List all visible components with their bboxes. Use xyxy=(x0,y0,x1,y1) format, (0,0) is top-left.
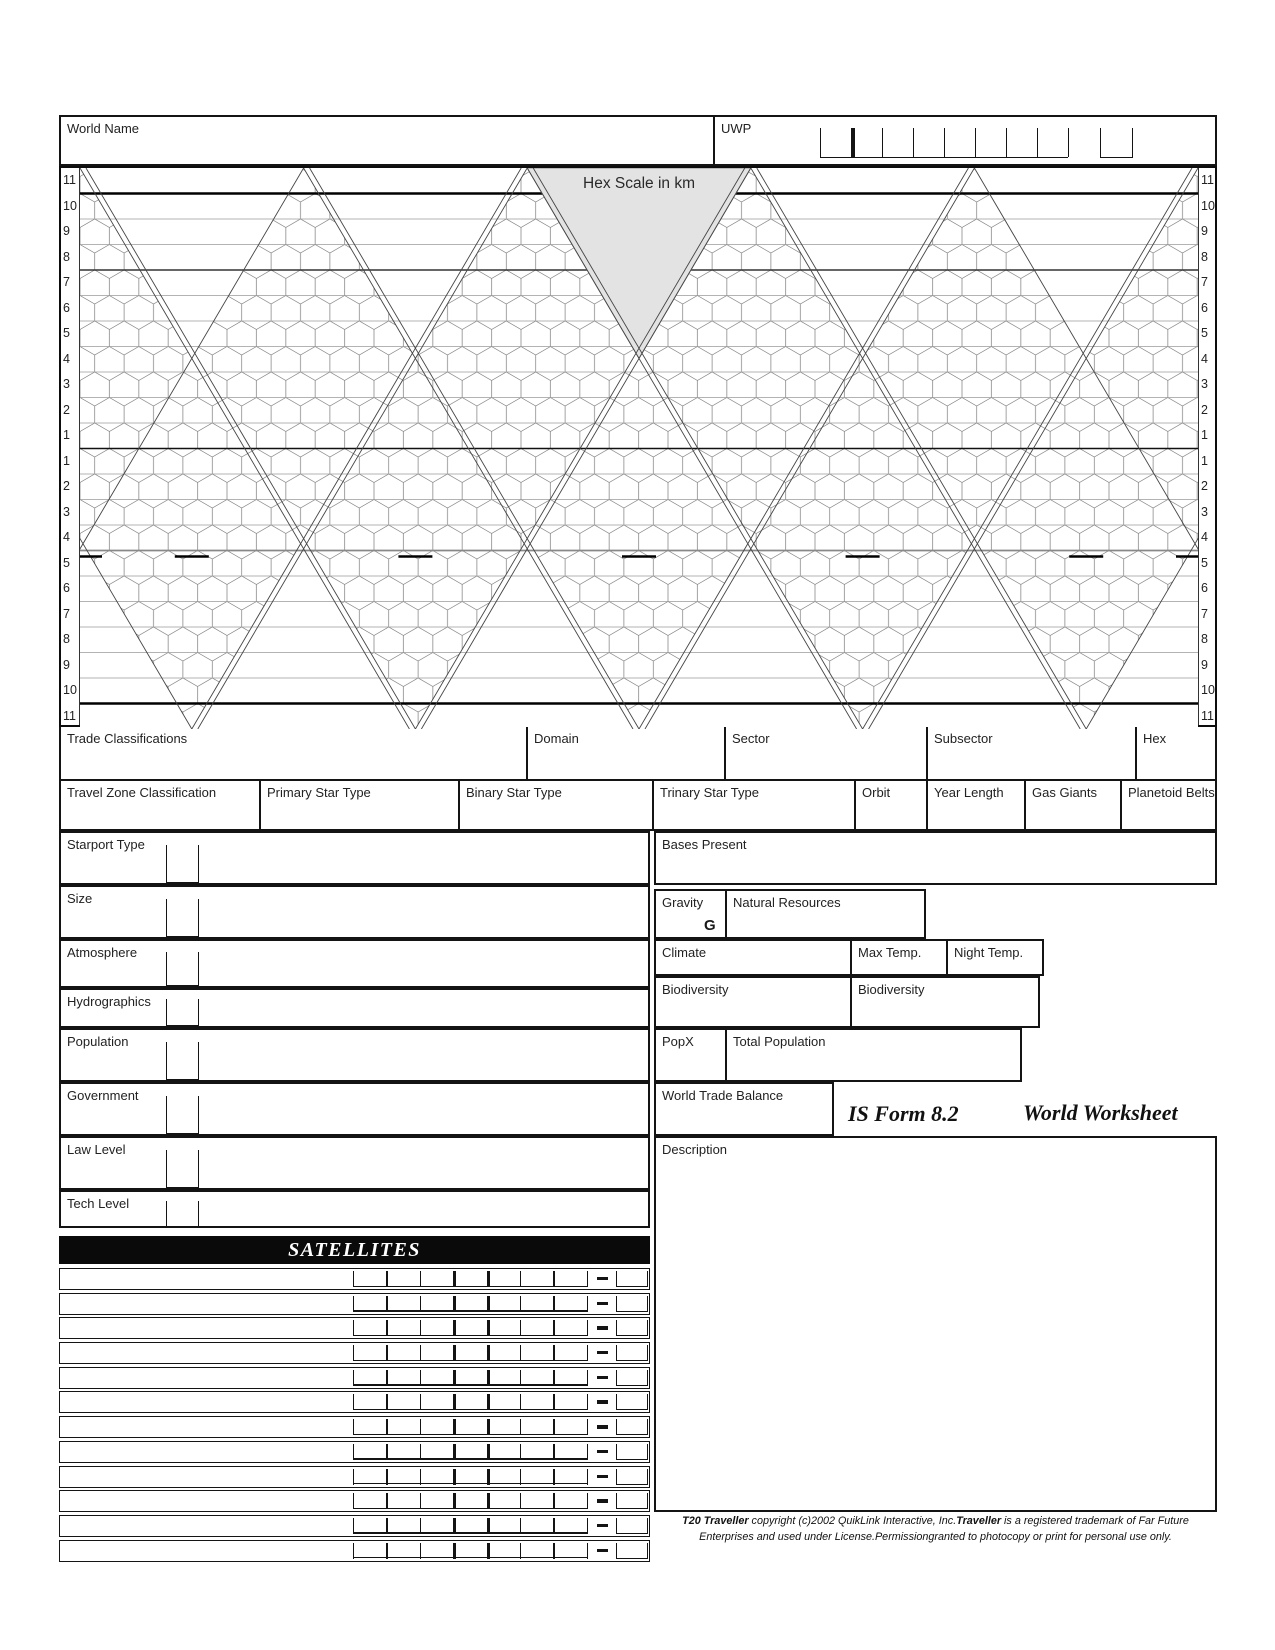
map-row-number: 2 xyxy=(1201,402,1208,417)
natural-resources-field[interactable] xyxy=(725,889,926,939)
population-label: Population xyxy=(67,1034,129,1049)
satellite-comb-tick xyxy=(487,1469,490,1485)
satellite-dash xyxy=(597,1376,608,1379)
map-row-number: 7 xyxy=(1201,275,1208,289)
satellite-comb-tick xyxy=(587,1296,588,1312)
size-field[interactable] xyxy=(59,885,650,939)
starport-type-field[interactable] xyxy=(59,831,650,885)
uwp-comb-tick xyxy=(1068,128,1069,157)
satellite-dash xyxy=(597,1400,608,1403)
satellite-row[interactable] xyxy=(59,1515,650,1537)
satellite-row[interactable] xyxy=(59,1490,650,1512)
uwp-comb-tick xyxy=(913,128,914,157)
binary-star-label: Binary Star Type xyxy=(466,785,562,800)
map-row-number: 5 xyxy=(63,555,70,570)
satellite-comb-tick xyxy=(487,1518,490,1534)
satellite-comb-tick xyxy=(420,1419,421,1435)
primary-star-field[interactable] xyxy=(261,781,460,829)
sector-label: Sector xyxy=(732,731,770,746)
satellite-comb-field[interactable] xyxy=(353,1384,587,1385)
satellite-comb-tick xyxy=(587,1394,588,1410)
map-row-number: 2 xyxy=(63,402,70,417)
government-code-box[interactable] xyxy=(166,1096,199,1134)
satellite-comb-tick xyxy=(587,1543,588,1559)
map-row-number: 3 xyxy=(1201,504,1208,519)
map-row-number: 3 xyxy=(63,504,70,519)
satellite-comb-tick xyxy=(553,1419,554,1435)
satellite-row[interactable] xyxy=(59,1540,650,1562)
satellite-comb-tick xyxy=(520,1518,521,1534)
map-row-number: 6 xyxy=(63,581,70,595)
satellite-comb-tick xyxy=(587,1444,588,1460)
uwp-comb-tick xyxy=(1006,128,1007,157)
satellite-comb-tick xyxy=(520,1370,521,1386)
orbit-field[interactable] xyxy=(856,781,928,829)
satellite-end-cell[interactable] xyxy=(616,1518,648,1534)
population-code-box[interactable] xyxy=(166,1042,199,1080)
map-row-number: 3 xyxy=(1201,377,1208,391)
satellite-comb-tick xyxy=(453,1345,456,1361)
satellite-row[interactable] xyxy=(59,1293,650,1315)
satellite-comb-field[interactable] xyxy=(353,1310,587,1311)
satellite-dash xyxy=(597,1450,608,1453)
map-row-number: 5 xyxy=(63,326,70,340)
map-row-number: 4 xyxy=(63,351,70,366)
popx-label: PopX xyxy=(662,1034,694,1049)
satellite-row[interactable] xyxy=(59,1466,650,1488)
satellite-comb-tick xyxy=(553,1444,554,1460)
tech-level-field[interactable] xyxy=(59,1190,650,1228)
size-code-box[interactable] xyxy=(166,899,199,937)
satellite-comb-tick xyxy=(453,1493,456,1509)
satellite-comb-tick xyxy=(453,1444,456,1460)
map-row-number: 5 xyxy=(1201,326,1208,340)
satellites-heading: SATELLITES xyxy=(288,1238,421,1261)
map-row-number: 6 xyxy=(1201,581,1208,595)
satellite-comb-tick xyxy=(487,1320,490,1336)
satellite-end-cell[interactable] xyxy=(616,1345,648,1361)
uwp-comb-field[interactable] xyxy=(820,128,1068,158)
climate-field[interactable] xyxy=(654,939,852,976)
satellite-end-cell[interactable] xyxy=(616,1370,648,1386)
uwp-tech-cell[interactable] xyxy=(1100,128,1133,158)
satellite-comb-field[interactable] xyxy=(353,1286,587,1287)
subsector-field[interactable] xyxy=(928,727,1137,779)
map-row-number: 8 xyxy=(1201,632,1208,646)
satellite-end-cell[interactable] xyxy=(616,1419,648,1435)
max-temp-field[interactable] xyxy=(850,939,948,976)
map-row-number: 10 xyxy=(1201,198,1215,213)
sector-field[interactable] xyxy=(726,727,928,779)
map-row-number: 9 xyxy=(1201,657,1208,672)
satellite-comb-tick xyxy=(520,1444,521,1460)
size-label: Size xyxy=(67,891,93,906)
planetoid-belts-field[interactable] xyxy=(1122,781,1215,829)
trinary-star-label: Trinary Star Type xyxy=(660,785,759,800)
satellite-comb-tick xyxy=(553,1394,554,1410)
form-title: World Worksheet xyxy=(1023,1100,1178,1125)
domain-field[interactable] xyxy=(528,727,726,779)
satellite-comb-tick xyxy=(353,1469,354,1485)
atmosphere-field[interactable] xyxy=(59,939,650,988)
satellite-comb-tick xyxy=(553,1493,554,1509)
bases-present-field[interactable] xyxy=(654,831,1217,885)
satellite-comb-field[interactable] xyxy=(353,1508,587,1509)
uwp-comb-tick xyxy=(882,128,883,157)
map-row-number: 3 xyxy=(63,377,70,391)
satellite-end-cell[interactable] xyxy=(616,1320,648,1336)
satellite-row[interactable] xyxy=(59,1342,650,1364)
map-row-number: 11 xyxy=(1201,708,1214,723)
satellite-comb-tick xyxy=(386,1469,387,1485)
travel-zone-label: Travel Zone Classification xyxy=(67,785,217,800)
map-row-number: 5 xyxy=(1201,555,1208,570)
government-label: Government xyxy=(67,1088,139,1103)
satellite-end-cell[interactable] xyxy=(616,1543,648,1559)
uwp-label: UWP xyxy=(721,121,752,136)
satellite-comb-tick xyxy=(420,1370,421,1386)
total-population-label: Total Population xyxy=(733,1034,826,1049)
map-row-number: 1 xyxy=(1201,453,1208,468)
satellite-comb-tick xyxy=(587,1518,588,1534)
map-row-number: 1 xyxy=(63,453,70,468)
satellite-comb-tick xyxy=(353,1493,354,1509)
satellite-comb-tick xyxy=(353,1320,354,1336)
uwp-comb-tick xyxy=(944,128,945,157)
gas-giants-field[interactable] xyxy=(1026,781,1122,829)
tech-level-label: Tech Level xyxy=(67,1196,130,1211)
map-row-number: 9 xyxy=(1201,224,1208,238)
satellite-comb-tick xyxy=(420,1345,421,1361)
satellite-row[interactable] xyxy=(59,1391,650,1413)
law-level-field[interactable] xyxy=(59,1136,650,1190)
description-label: Description xyxy=(662,1142,728,1157)
law-level-label: Law Level xyxy=(67,1142,126,1157)
satellite-comb-tick xyxy=(386,1370,387,1386)
popx-field[interactable] xyxy=(654,1028,727,1082)
world-trade-balance-field[interactable] xyxy=(654,1082,834,1136)
satellite-comb-tick xyxy=(420,1493,421,1509)
map-row-number: 4 xyxy=(63,530,70,544)
map-row-number: 11 xyxy=(63,173,76,187)
map-row-number: 11 xyxy=(63,708,76,723)
satellite-dash xyxy=(597,1475,608,1478)
atmosphere-label: Atmosphere xyxy=(67,945,138,960)
satellite-comb-tick xyxy=(487,1419,490,1435)
satellite-comb-tick xyxy=(420,1518,421,1534)
satellite-comb-tick xyxy=(420,1296,421,1312)
satellite-dash xyxy=(597,1549,608,1552)
satellite-comb-field[interactable] xyxy=(353,1557,587,1558)
world-name-field[interactable] xyxy=(59,115,715,166)
orbit-label: Orbit xyxy=(862,785,891,800)
satellite-dash xyxy=(597,1302,608,1305)
satellite-comb-field[interactable] xyxy=(353,1483,587,1484)
gas-giants-label: Gas Giants xyxy=(1032,785,1098,800)
satellite-comb-tick xyxy=(553,1296,554,1312)
map-row-number: 6 xyxy=(1201,300,1208,315)
max-temp-label: Max Temp. xyxy=(858,945,922,960)
satellite-comb-field[interactable] xyxy=(353,1532,587,1533)
satellite-comb-tick xyxy=(386,1419,387,1435)
satellite-comb-tick xyxy=(520,1394,521,1410)
map-row-number: 7 xyxy=(63,606,70,621)
satellite-comb-tick xyxy=(520,1320,521,1336)
satellite-comb-tick xyxy=(487,1444,490,1460)
satellite-comb-tick xyxy=(520,1271,521,1287)
satellite-comb-tick xyxy=(487,1493,490,1509)
gravity-unit: G xyxy=(704,917,716,934)
satellite-comb-tick xyxy=(453,1518,456,1534)
satellite-dash xyxy=(597,1277,608,1280)
map-row-number: 10 xyxy=(63,683,77,697)
satellite-end-cell[interactable] xyxy=(616,1271,648,1287)
tech-level-code-box[interactable] xyxy=(166,1201,199,1227)
hydrographics-label: Hydrographics xyxy=(67,994,151,1009)
satellite-comb-tick xyxy=(553,1320,554,1336)
satellite-comb-tick xyxy=(353,1271,354,1287)
satellite-comb-tick xyxy=(353,1518,354,1534)
satellite-comb-tick xyxy=(353,1394,354,1410)
satellite-comb-field[interactable] xyxy=(353,1409,587,1410)
satellite-comb-tick xyxy=(487,1271,490,1287)
satellite-comb-tick xyxy=(520,1493,521,1509)
uwp-comb-tick xyxy=(851,128,855,157)
domain-label: Domain xyxy=(534,731,579,746)
satellite-comb-tick xyxy=(587,1370,588,1386)
atmosphere-code-box[interactable] xyxy=(166,952,199,986)
world-trade-balance-label: World Trade Balance xyxy=(662,1088,784,1103)
satellite-comb-field[interactable] xyxy=(353,1360,587,1361)
satellite-comb-tick xyxy=(386,1493,387,1509)
satellite-comb-tick xyxy=(453,1419,456,1435)
government-field[interactable] xyxy=(59,1082,650,1136)
satellite-comb-tick xyxy=(453,1296,456,1312)
biodiversity-field-1[interactable] xyxy=(654,976,852,1028)
map-row-number: 2 xyxy=(1201,479,1208,493)
primary-star-label: Primary Star Type xyxy=(267,785,371,800)
satellite-comb-tick xyxy=(553,1469,554,1485)
satellite-comb-tick xyxy=(453,1320,456,1336)
satellite-comb-tick xyxy=(487,1543,490,1559)
satellite-comb-tick xyxy=(587,1493,588,1509)
satellite-comb-tick xyxy=(353,1345,354,1361)
satellite-comb-tick xyxy=(487,1296,490,1312)
law-level-code-box[interactable] xyxy=(166,1150,199,1188)
world-name-label: World Name xyxy=(67,121,140,136)
satellite-comb-tick xyxy=(453,1543,456,1559)
uwp-comb-tick xyxy=(975,128,976,157)
starport-type-label: Starport Type xyxy=(67,837,145,852)
starport-code-box[interactable] xyxy=(166,845,199,883)
year-length-label: Year Length xyxy=(934,785,1004,800)
satellite-comb-tick xyxy=(420,1469,421,1485)
satellite-comb-tick xyxy=(386,1271,387,1287)
map-row-number: 4 xyxy=(1201,530,1208,544)
satellite-comb-tick xyxy=(420,1543,421,1559)
biodiversity-label-2: Biodiversity xyxy=(858,982,925,997)
uwp-comb-tick xyxy=(820,128,821,157)
satellite-comb-tick xyxy=(487,1370,490,1386)
uwp-comb-tick xyxy=(1037,128,1038,157)
satellite-comb-tick xyxy=(587,1469,588,1485)
satellite-dash xyxy=(597,1499,608,1502)
satellite-comb-tick xyxy=(487,1394,490,1410)
map-row-number: 7 xyxy=(63,275,70,289)
map-row-number: 10 xyxy=(63,198,77,213)
satellite-comb-tick xyxy=(386,1345,387,1361)
satellite-comb-tick xyxy=(353,1370,354,1386)
satellite-comb-tick xyxy=(353,1419,354,1435)
satellite-comb-tick xyxy=(453,1394,456,1410)
gravity-label: Gravity xyxy=(662,895,704,910)
gravity-field[interactable] xyxy=(654,889,727,939)
map-row-number: 10 xyxy=(1201,683,1215,697)
satellite-comb-tick xyxy=(520,1469,521,1485)
hex-scale-label: Hex Scale in km xyxy=(583,175,695,192)
satellite-end-cell[interactable] xyxy=(616,1444,648,1460)
satellite-comb-tick xyxy=(386,1296,387,1312)
hex-field[interactable] xyxy=(1137,727,1215,779)
travel-zone-field[interactable] xyxy=(61,781,261,829)
satellite-comb-tick xyxy=(553,1370,554,1386)
satellite-comb-tick xyxy=(386,1320,387,1336)
biodiversity-label-1: Biodiversity xyxy=(662,982,729,997)
hex-map-canvas[interactable] xyxy=(80,168,1198,729)
satellite-comb-tick xyxy=(386,1518,387,1534)
world-map[interactable] xyxy=(59,166,1217,727)
map-row-numbers-left xyxy=(61,168,80,725)
night-temp-label: Night Temp. xyxy=(954,945,1024,960)
binary-star-field[interactable] xyxy=(460,781,654,829)
bases-present-label: Bases Present xyxy=(662,837,747,852)
satellite-row[interactable] xyxy=(59,1317,650,1339)
hex-label: Hex xyxy=(1143,731,1167,746)
map-row-number: 8 xyxy=(1201,249,1208,264)
satellite-dash xyxy=(597,1351,608,1354)
map-row-number: 9 xyxy=(63,657,70,672)
map-row-number: 8 xyxy=(63,632,70,646)
subsector-label: Subsector xyxy=(934,731,993,746)
satellite-row[interactable] xyxy=(59,1416,650,1438)
satellite-comb-tick xyxy=(353,1543,354,1559)
trinary-star-field[interactable] xyxy=(654,781,856,829)
biodiversity-field-2[interactable] xyxy=(850,976,1040,1028)
map-row-number: 2 xyxy=(63,479,70,493)
trade-classifications-label: Trade Classifications xyxy=(67,731,188,746)
hydrographics-code-box[interactable] xyxy=(166,999,199,1026)
copyright-text: T20 Traveller copyright (c)2002 QuikLink Interactive, Inc.Traveller is a registered trademark of Far Future Enterprises and used under License.Permissiongranted to photocopy or print for personal use only. xyxy=(682,1515,1189,1543)
satellite-comb-tick xyxy=(420,1394,421,1410)
satellite-comb-tick xyxy=(520,1419,521,1435)
hydrographics-field[interactable] xyxy=(59,988,650,1028)
map-row-number: 1 xyxy=(1201,428,1208,442)
satellite-comb-tick xyxy=(520,1543,521,1559)
population-field[interactable] xyxy=(59,1028,650,1082)
map-row-number: 8 xyxy=(63,249,70,264)
satellite-comb-tick xyxy=(420,1271,421,1287)
night-temp-field[interactable] xyxy=(946,939,1044,976)
satellite-row[interactable] xyxy=(59,1441,650,1463)
map-row-numbers-right xyxy=(1198,168,1215,725)
satellite-comb-tick xyxy=(553,1518,554,1534)
map-row-number: 9 xyxy=(63,224,70,238)
satellite-comb-tick xyxy=(386,1394,387,1410)
map-row-number: 1 xyxy=(63,428,70,442)
year-length-field[interactable] xyxy=(928,781,1026,829)
description-field[interactable] xyxy=(654,1136,1217,1512)
satellite-end-cell[interactable] xyxy=(616,1493,648,1509)
map-row-number: 7 xyxy=(1201,606,1208,621)
satellites-header xyxy=(59,1236,650,1264)
satellite-row[interactable] xyxy=(59,1268,650,1290)
satellite-comb-tick xyxy=(453,1271,456,1287)
total-population-field[interactable] xyxy=(725,1028,1022,1082)
satellite-comb-field[interactable] xyxy=(353,1335,587,1336)
trade-classifications-field[interactable] xyxy=(61,727,528,779)
satellite-comb-tick xyxy=(353,1444,354,1460)
satellite-comb-tick xyxy=(587,1320,588,1336)
satellite-comb-tick xyxy=(353,1296,354,1312)
natural-resources-label: Natural Resources xyxy=(733,895,841,910)
satellite-comb-tick xyxy=(553,1271,554,1287)
satellite-comb-tick xyxy=(520,1296,521,1312)
satellite-comb-tick xyxy=(487,1345,490,1361)
satellite-end-cell[interactable] xyxy=(616,1469,648,1485)
form-code: IS Form 8.2 xyxy=(848,1101,959,1126)
satellite-comb-tick xyxy=(553,1345,554,1361)
map-row-number: 11 xyxy=(1201,173,1214,187)
satellite-comb-tick xyxy=(453,1469,456,1485)
satellite-comb-tick xyxy=(420,1320,421,1336)
satellite-row[interactable] xyxy=(59,1367,650,1389)
satellite-dash xyxy=(597,1425,608,1428)
map-row-number: 4 xyxy=(1201,351,1208,366)
copyright-trademark: Traveller xyxy=(956,1515,1002,1527)
satellite-comb-tick xyxy=(386,1444,387,1460)
copyright-product: T20 Traveller xyxy=(682,1515,749,1527)
satellite-comb-tick xyxy=(420,1444,421,1460)
satellite-comb-field[interactable] xyxy=(353,1458,587,1459)
satellites-table xyxy=(59,1268,650,1564)
satellite-comb-field[interactable] xyxy=(353,1434,587,1435)
satellite-comb-tick xyxy=(453,1370,456,1386)
satellite-comb-tick xyxy=(587,1345,588,1361)
satellite-comb-tick xyxy=(386,1543,387,1559)
climate-label: Climate xyxy=(662,945,707,960)
satellite-comb-tick xyxy=(587,1271,588,1287)
satellite-dash xyxy=(597,1524,608,1527)
satellite-end-cell[interactable] xyxy=(616,1296,648,1312)
satellite-comb-tick xyxy=(587,1419,588,1435)
satellite-dash xyxy=(597,1326,608,1329)
satellite-comb-tick xyxy=(520,1345,521,1361)
map-row-number: 6 xyxy=(63,300,70,315)
planetoid-belts-label: Planetoid Belts xyxy=(1128,785,1215,800)
satellite-comb-tick xyxy=(553,1543,554,1559)
satellite-end-cell[interactable] xyxy=(616,1394,648,1410)
